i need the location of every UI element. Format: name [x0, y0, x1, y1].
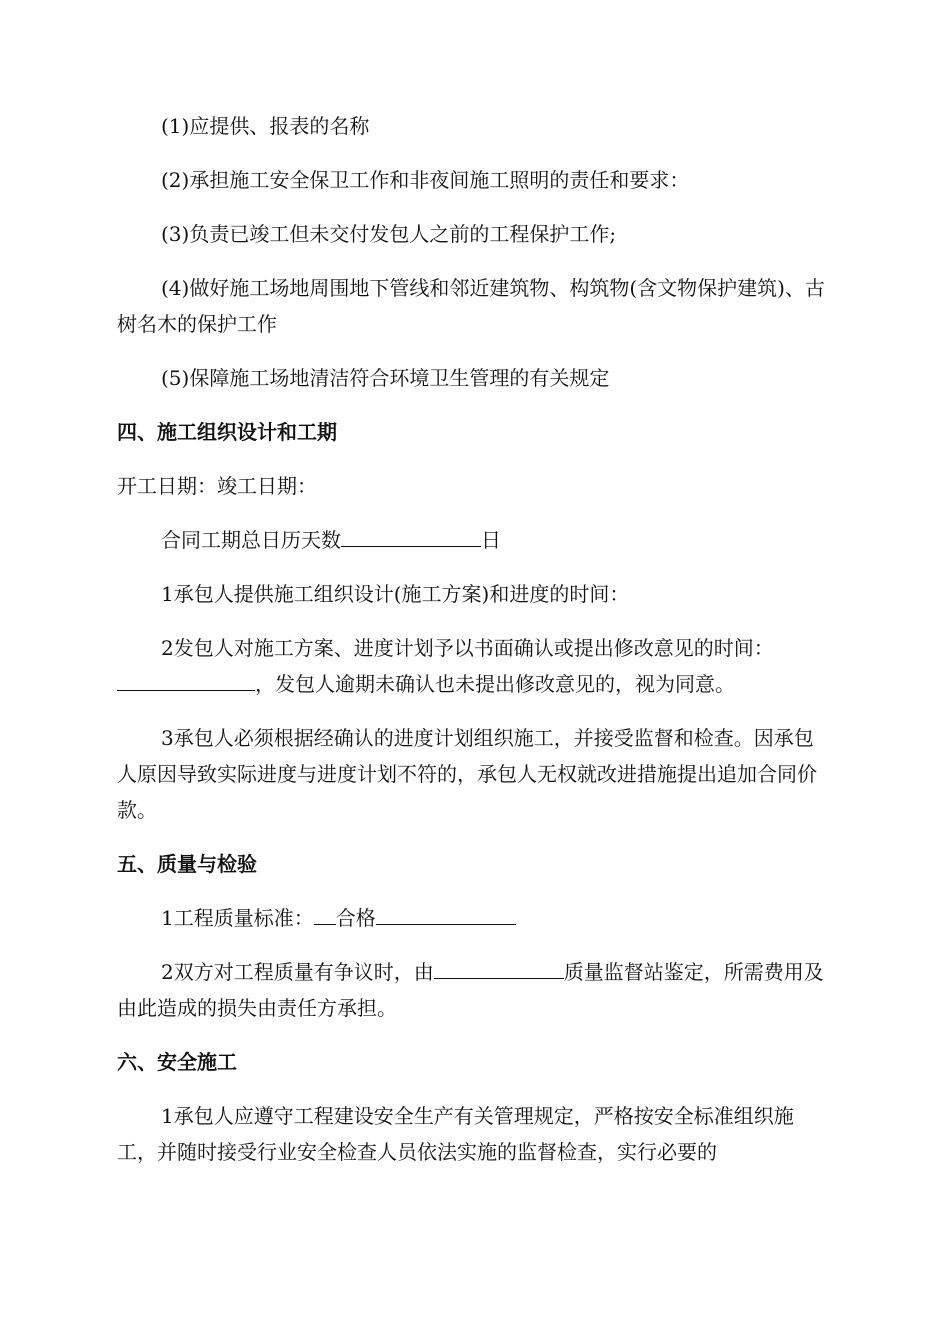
section5-item-2-prefix: 2双方对工程质量有争议时，由 — [161, 960, 434, 984]
section4-item-2 — [117, 630, 833, 702]
section5-item-2-suffix: 质量监督站鉴定，所需费用及由此造成的损失由责任方承担。 — [117, 960, 824, 1020]
section5-item-1 — [117, 900, 833, 936]
quality-standard-value: 合格 — [335, 906, 376, 930]
quality-standard-label: 1工程质量标准： — [161, 906, 314, 930]
section4-item-3: 3承包人必须根据经确认的进度计划组织施工，并接受监督和检查。因承包人原因导致实际进度与进度计划不符的，承包人无权就改进措施提出追加合同价款。 — [117, 726, 817, 822]
duration-prefix: 合同工期总日历天数 — [161, 528, 341, 552]
paragraph-item-5: (5)保障施工场地清洁符合环境卫生管理的有关规定 — [161, 366, 610, 390]
section4-item-2-prefix: 2发包人对施工方案、进度计划予以书面确认或提出修改意见的时间： — [161, 636, 774, 660]
section5-item-2 — [117, 954, 833, 1026]
confirm-time-blank — [117, 668, 255, 691]
section-heading-6: 六、安全施工 — [117, 1050, 237, 1074]
section-heading-4: 四、施工组织设计和工期 — [117, 420, 337, 444]
section-heading-5: 五、质量与检验 — [117, 852, 257, 876]
section4-item-1: 1承包人提供施工组织设计(施工方案)和进度的时间： — [161, 582, 630, 606]
duration-suffix: 日 — [481, 528, 501, 552]
document-page — [117, 108, 833, 1170]
quality-trail-blank — [376, 902, 516, 925]
paragraph-item-2: (2)承担施工安全保卫工作和非夜间施工照明的责任和要求： — [161, 168, 690, 192]
section4-item-2-suffix: ，发包人逾期未确认也未提出修改意见的，视为同意。 — [255, 672, 735, 696]
supervision-station-blank — [434, 956, 564, 979]
paragraph-item-1: (1)应提供、报表的名称 — [161, 114, 370, 138]
paragraph-item-3: (3)负责已竣工但未交付发包人之前的工程保护工作; — [161, 222, 617, 246]
paragraph-item-4: (4)做好施工场地周围地下管线和邻近建筑物、构筑物(含文物保护建筑)、古树名木的保护工作 — [117, 276, 825, 336]
duration-line — [117, 522, 833, 558]
duration-blank — [341, 524, 481, 547]
section6-item-1: 1承包人应遵守工程建设安全生产有关管理规定，严格按安全标准组织施工，并随时接受行业安全检查人员依法实施的监督检查，实行必要的 — [117, 1104, 794, 1164]
quality-lead-blank — [314, 902, 336, 925]
dates-line: 开工日期：竣工日期： — [117, 474, 317, 498]
